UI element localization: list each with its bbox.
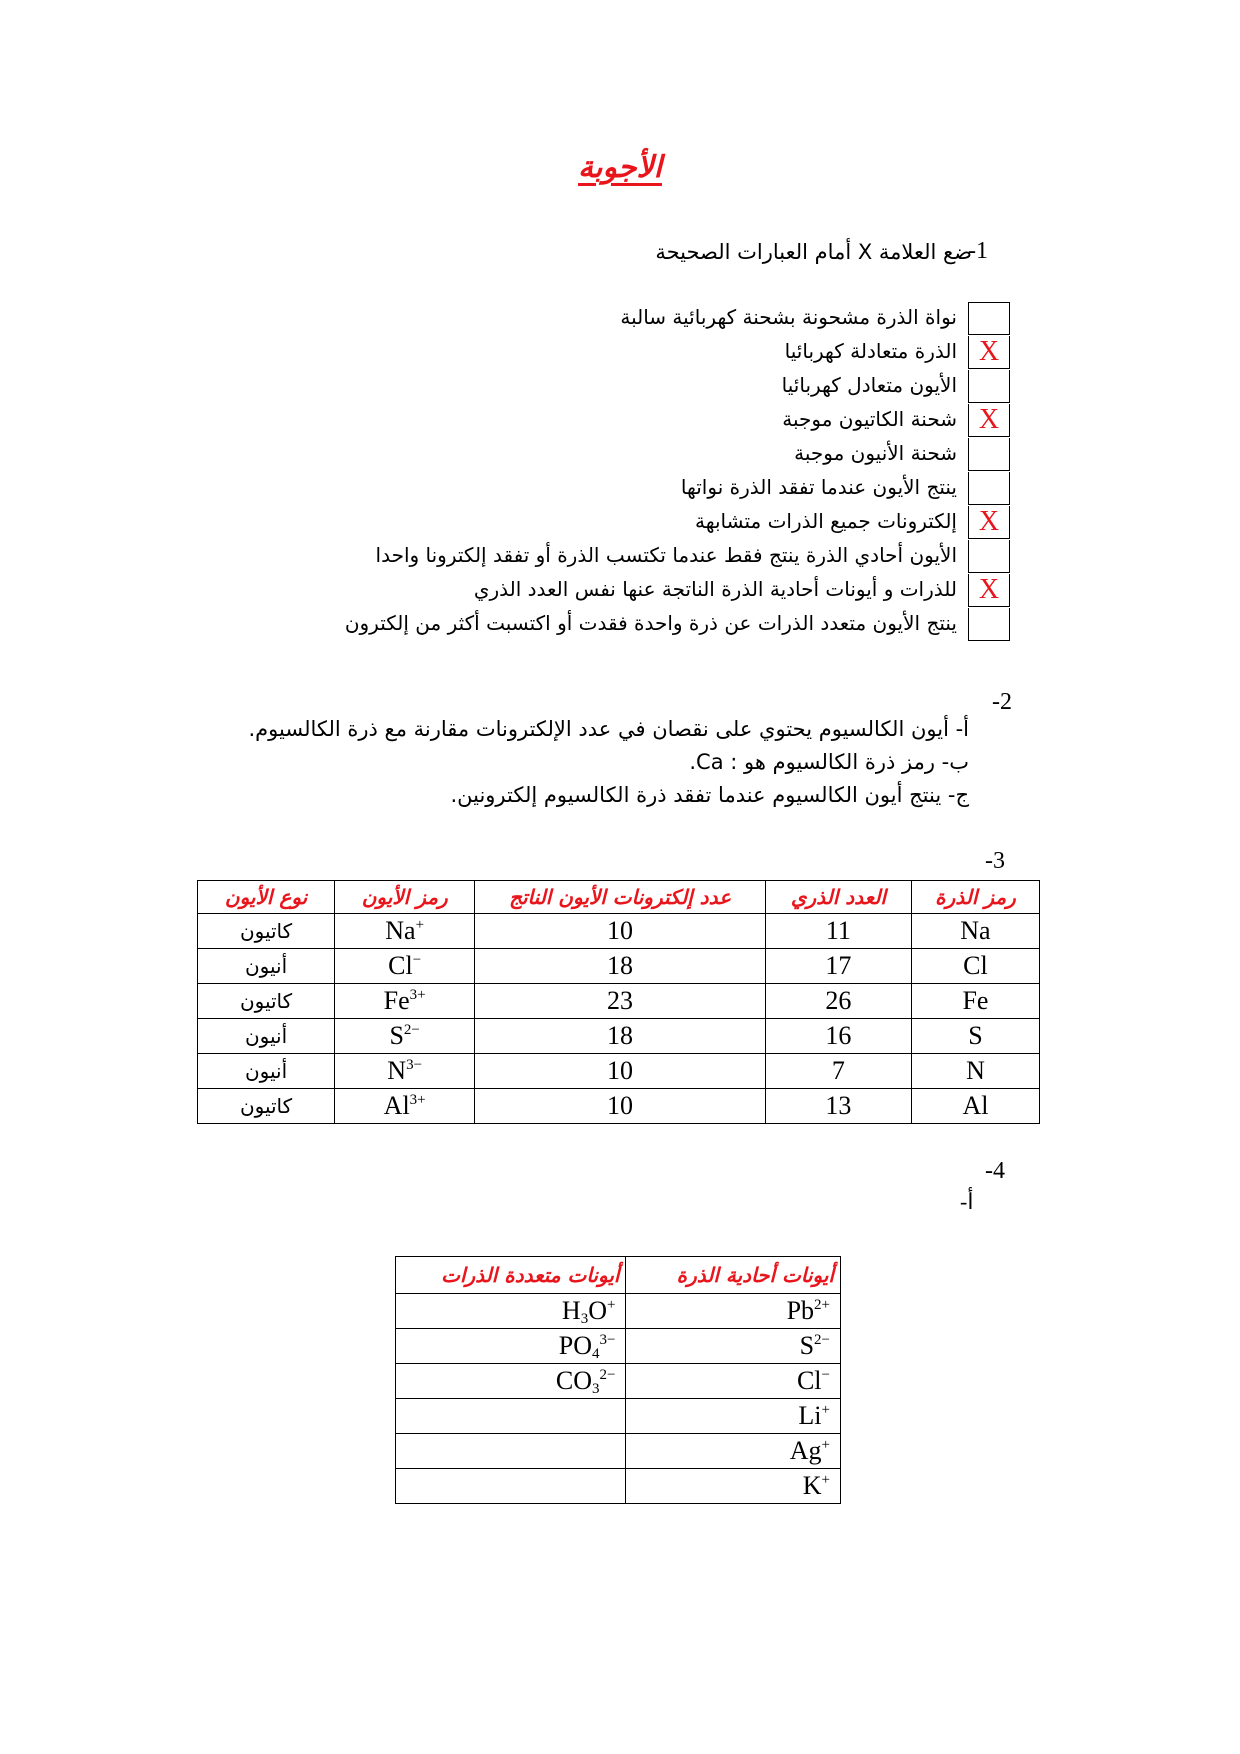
q3-table-row: [198, 984, 1040, 1019]
ion-charge: −: [821, 1367, 830, 1383]
ion-charge: +: [821, 1437, 830, 1453]
ion-base: Fe: [383, 986, 410, 1015]
q1-checkbox[interactable]: X: [968, 506, 1010, 539]
q1-checkbox[interactable]: [968, 370, 1010, 403]
q3-header-ion-symbol: رمز الأيون: [335, 881, 475, 914]
formula-part: CO: [555, 1366, 592, 1395]
q1-checkbox[interactable]: [968, 302, 1010, 335]
q3-cell-symbol: N: [911, 1054, 1039, 1089]
q4-cell-mono: [626, 1469, 841, 1504]
q3-table-row: [198, 1019, 1040, 1054]
formula-subscript: 4: [591, 1346, 600, 1362]
q3-cell-symbol: Na: [911, 914, 1039, 949]
q3-header-ion-type: نوع الأيون: [198, 881, 335, 914]
q1-checkbox[interactable]: [968, 438, 1010, 471]
q1-checkbox[interactable]: X: [968, 336, 1010, 369]
ion-charge: +: [821, 1402, 830, 1418]
q4-table-row: [396, 1469, 841, 1504]
q4-table-row: [396, 1399, 841, 1434]
q1-statement-text: شحنة الكاتيون موجبة: [782, 407, 957, 431]
q3-cell-electrons: 10: [475, 1089, 766, 1124]
q3-cell-symbol: Fe: [911, 984, 1039, 1019]
q3-cell-atomic-number: 16: [765, 1019, 911, 1054]
q4-table-row: [396, 1329, 841, 1364]
q3-cell-electrons: 10: [475, 1054, 766, 1089]
q4-number: -4: [985, 1158, 1005, 1184]
q3-cell-ion-symbol: [335, 1054, 475, 1089]
q2-number: -2: [992, 689, 1012, 715]
ion-charge: 2−: [403, 1022, 420, 1038]
q4-cell-mono: [626, 1294, 841, 1329]
page-title: الأجوبة: [578, 150, 662, 185]
ion-charge: 3+: [409, 987, 426, 1003]
q3-table-row: [198, 1054, 1040, 1089]
q4-cell-mono: [626, 1434, 841, 1469]
q3-table: [197, 880, 1040, 1124]
q1-statement-text: نواة الذرة مشحونة بشحنة كهربائية سالبة: [620, 305, 957, 329]
q3-cell-ion-symbol: [335, 1019, 475, 1054]
ion-charge: 2+: [814, 1297, 830, 1313]
ion-charge: +: [606, 1297, 616, 1313]
q4-table-row: [396, 1364, 841, 1399]
q3-cell-atomic-number: 11: [765, 914, 911, 949]
q3-cell-ion-symbol: [335, 984, 475, 1019]
q4-cell-poly: [396, 1434, 626, 1469]
formula-part: PO: [558, 1331, 592, 1360]
ion-base: Ag: [789, 1436, 822, 1465]
q3-table-row: [198, 914, 1040, 949]
q4-cell-poly: [396, 1364, 626, 1399]
ion-base: Pb: [786, 1296, 815, 1325]
q1-heading: ضع العلامة X أمام العبارات الصحيحة: [655, 240, 972, 264]
q1-checkbox[interactable]: X: [968, 404, 1010, 437]
ion-base: S: [799, 1331, 815, 1360]
q3-cell-electrons: 23: [475, 984, 766, 1019]
ion-base: Li: [798, 1401, 822, 1430]
ion-charge: 3+: [409, 1092, 426, 1108]
q4-table-row: [396, 1434, 841, 1469]
q4-cell-poly: [396, 1329, 626, 1364]
q1-number: -1: [968, 238, 988, 264]
q1-statement-text: ينتج الأيون متعدد الذرات عن ذرة واحدة فقدت أو اكتسبت أكثر من إلكترون: [344, 611, 957, 635]
q4-cell-mono: [626, 1329, 841, 1364]
q3-cell-symbol: Cl: [911, 949, 1039, 984]
q3-cell-ion-symbol: [335, 949, 475, 984]
ion-charge: 3−: [406, 1057, 423, 1073]
formula-subscript: 3: [591, 1381, 600, 1397]
q3-cell-ion-type: كاتيون: [198, 1089, 335, 1124]
q3-cell-atomic-number: 17: [765, 949, 911, 984]
q4-header-row: [396, 1257, 841, 1294]
q3-table-row: [198, 949, 1040, 984]
ion-base: S: [389, 1021, 404, 1050]
ion-charge: 3−: [599, 1332, 616, 1348]
ion-charge: +: [415, 917, 425, 933]
ion-base: Cl: [388, 951, 413, 980]
q1-statement-text: الأيون أحادي الذرة ينتج فقط عندما تكتسب الذرة أو تفقد إلكترونا واحدا: [375, 543, 957, 567]
formula-subscript: 3: [580, 1311, 589, 1327]
q2-line-c: ج- ينتج أيون الكالسيوم عندما تفقد ذرة الكالسيوم إلكترونين.: [450, 783, 969, 807]
ion-charge: −: [412, 952, 422, 968]
q4-header-mono: أيونات أحادية الذرة: [626, 1257, 841, 1294]
q3-cell-electrons: 10: [475, 914, 766, 949]
q3-cell-ion-type: أنيون: [198, 949, 335, 984]
q3-cell-electrons: 18: [475, 1019, 766, 1054]
q1-statement-text: الذرة متعادلة كهربائيا: [784, 339, 957, 363]
q3-header-electrons: عدد إلكترونات الأيون الناتج: [475, 881, 766, 914]
q2-line-a: أ- أيون الكالسيوم يحتوي على نقصان في عدد الإلكترونات مقارنة مع ذرة الكالسيوم.: [248, 717, 969, 741]
formula-part: H: [561, 1296, 581, 1325]
q3-cell-symbol: S: [911, 1019, 1039, 1054]
q3-cell-electrons: 18: [475, 949, 766, 984]
q4-cell-poly: [396, 1294, 626, 1329]
q4-table: [395, 1256, 841, 1504]
q4-cell-poly: [396, 1399, 626, 1434]
q3-cell-atomic-number: 13: [765, 1089, 911, 1124]
q1-checkbox[interactable]: [968, 472, 1010, 505]
ion-base: Al: [383, 1091, 410, 1120]
ion-base: Cl: [796, 1366, 822, 1395]
q3-cell-atomic-number: 26: [765, 984, 911, 1019]
q1-statement-text: شحنة الأنيون موجبة: [794, 441, 957, 465]
ion-charge: 2−: [599, 1367, 616, 1383]
q4-cell-mono: [626, 1364, 841, 1399]
q2-line-b: ب- رمز ذرة الكالسيوم هو : Ca.: [689, 750, 969, 774]
q3-cell-ion-type: كاتيون: [198, 984, 335, 1019]
q1-checkbox[interactable]: X: [968, 574, 1010, 607]
ion-charge: 2−: [814, 1332, 830, 1348]
q1-statement-text: ينتج الأيون عندما تفقد الذرة نواتها: [680, 475, 957, 499]
ion-base: N: [387, 1056, 407, 1085]
q1-statement-text: للذرات و أيونات أحادية الذرة الناتجة عنها نفس العدد الذري: [473, 577, 957, 601]
q3-cell-atomic-number: 7: [765, 1054, 911, 1089]
ion-base: K: [802, 1471, 822, 1500]
ion-base: Na: [385, 916, 416, 945]
ion-charge: +: [821, 1472, 830, 1488]
q3-cell-ion-symbol: [335, 914, 475, 949]
q4-cell-mono: [626, 1399, 841, 1434]
q3-header-row: [198, 881, 1040, 914]
q3-cell-ion-type: أنيون: [198, 1019, 335, 1054]
q1-checkbox[interactable]: [968, 608, 1010, 641]
q1-statement-text: إلكترونات جميع الذرات متشابهة: [695, 509, 957, 533]
q4-header-poly: أيونات متعددة الذرات: [396, 1257, 626, 1294]
q3-number: -3: [985, 848, 1005, 874]
q3-cell-ion-type: أنيون: [198, 1054, 335, 1089]
q3-header-atomic-number: العدد الذري: [765, 881, 911, 914]
q1-statement-text: الأيون متعادل كهربائيا: [781, 373, 957, 397]
q3-cell-ion-type: كاتيون: [198, 914, 335, 949]
q3-cell-symbol: Al: [911, 1089, 1039, 1124]
q3-table-row: [198, 1089, 1040, 1124]
q3-header-symbol: رمز الذرة: [911, 881, 1039, 914]
q4-cell-poly: [396, 1469, 626, 1504]
q4-sub-label: -أ: [960, 1189, 974, 1214]
q1-checkbox[interactable]: [968, 540, 1010, 573]
q4-table-row: [396, 1294, 841, 1329]
formula-part: O: [588, 1296, 607, 1325]
q3-cell-ion-symbol: [335, 1089, 475, 1124]
